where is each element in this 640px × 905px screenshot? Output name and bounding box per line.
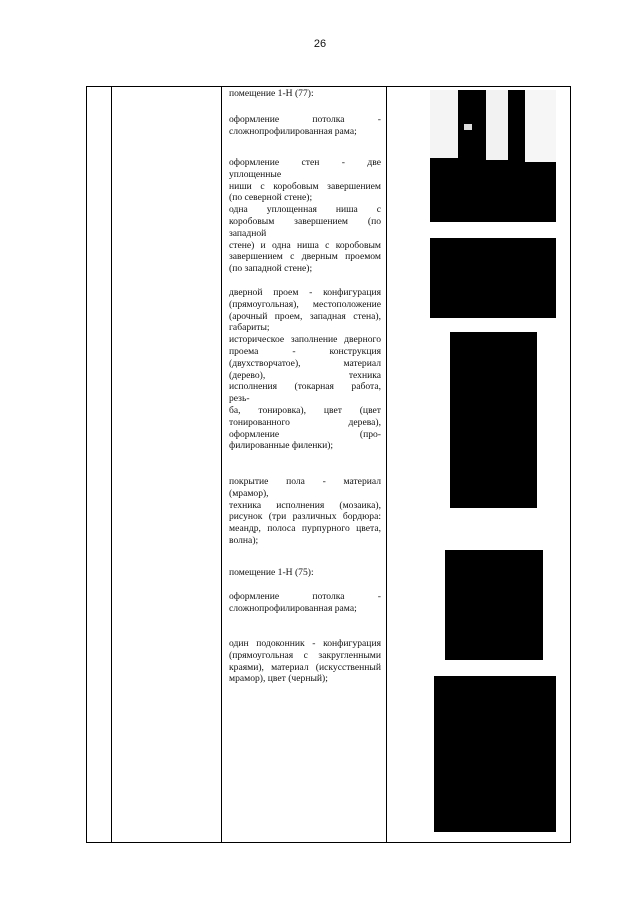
text-line: уплощенные [229,168,282,180]
photo-ceiling-room-75 [445,550,543,660]
text-line: (прямоугольная с закругленными [229,649,381,661]
text-line: ба, тонировка), цвет (цвет [229,404,381,416]
text-line: оформление потолка - [229,114,381,125]
text-line: (прямоугольная), местоположение [229,298,381,310]
text-line: резь- [229,393,250,405]
column-divider [111,87,112,842]
text-line: оформление стен - две [229,157,381,168]
text-line: рисунок (три различных бордюра: [229,511,381,523]
text-line: (двухстворчатое), материал [229,357,381,369]
text-block-room-75-heading [229,567,381,579]
text-line: стене) и одна ниша с коробовым [229,239,381,251]
text-line: волна); [229,534,259,546]
text-line: (арочный проем, западная стена), [229,310,381,322]
text-line: помещение 1-Н (75): [229,567,314,578]
text-line: филированные филенки); [229,440,334,452]
text-block-windowsill-75 [229,638,381,685]
text-line: оформление (про- [229,428,381,440]
text-line: (мрамор), [229,487,269,499]
text-block-room-77-heading [229,88,381,100]
text-line: (дерево), техника [229,369,381,381]
photo-walls-room-77 [430,238,556,318]
text-line: дверной проем - конфигурация [229,287,381,298]
text-block-walls-77 [229,157,381,275]
text-block-floor-77 [229,476,381,547]
page-number: 26 [313,38,327,50]
text-line: историческое заполнение дверного [229,334,381,346]
text-line: коробовым завершением (по [229,215,381,227]
photo-windowsill-room-75 [434,676,556,832]
text-line: тонированного дерева), [229,416,381,428]
text-line: (по западной стене); [229,263,313,275]
text-line: краями), материал (искусственный [229,661,381,673]
text-line: одна уплощенная ниша с [229,204,381,216]
column-divider [221,87,222,842]
text-line: западной [229,227,267,239]
text-line: проема - конструкция [229,345,381,357]
text-line: меандр, полоса пурпурного цвета, [229,523,381,535]
text-line: (по северной стене); [229,192,313,204]
text-block-ceiling-77 [229,114,381,138]
column-divider [386,87,387,842]
text-line: сложнопрофилированная рама; [229,602,357,614]
text-line: оформление потолка - [229,591,381,602]
text-line: помещение 1-Н (77): [229,88,314,99]
text-block-doorway-77 [229,287,381,452]
text-block-ceiling-75 [229,591,381,615]
text-line: один подоконник - конфигурация [229,638,381,649]
photo-ceiling-room-77 [430,88,556,222]
text-line: ниши с коробовым завершением [229,180,381,192]
text-line: техника исполнения (мозаика), [229,499,381,511]
photo-doorway-room-77 [450,332,537,508]
text-line: покрытие пола - материал [229,476,381,487]
text-line: завершением с дверным проемом [229,251,381,263]
text-line: исполнения (токарная работа, [229,381,381,393]
text-line: габариты; [229,322,270,334]
text-line: мрамор), цвет (черный); [229,673,328,685]
text-line: сложнопрофилированная рама; [229,125,357,137]
